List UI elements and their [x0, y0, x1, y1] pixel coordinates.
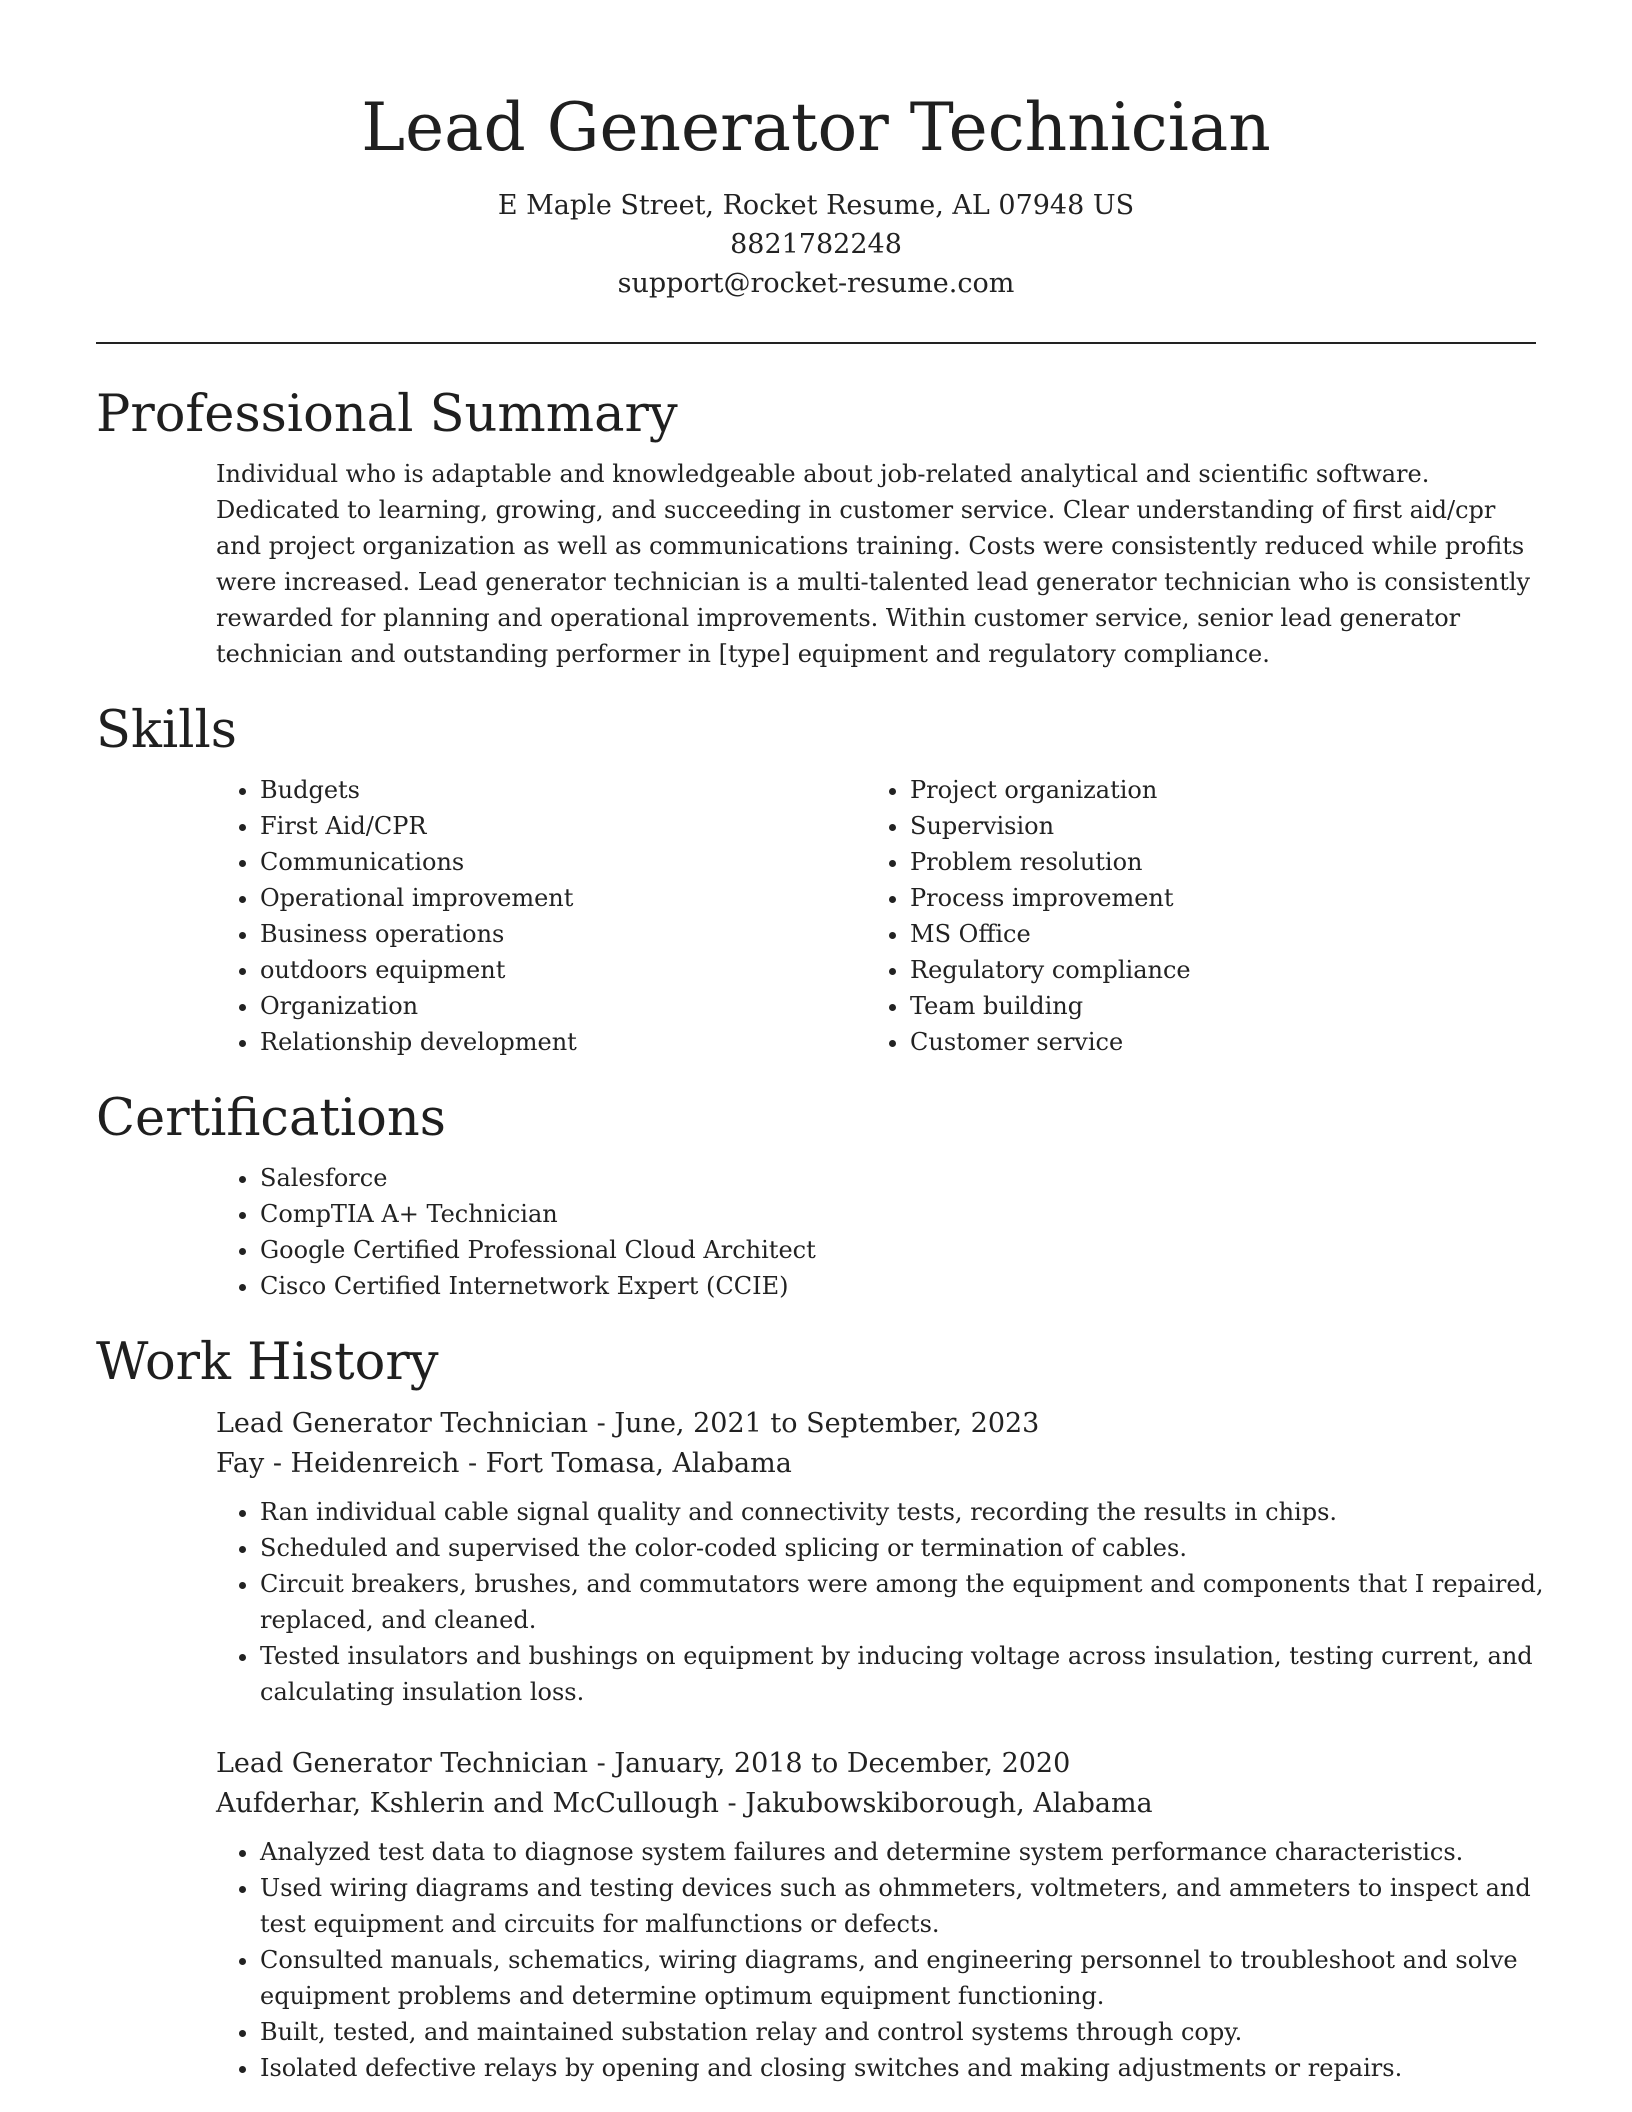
list-item: • Operational improvement [260, 880, 866, 916]
list-item: • Problem resolution [910, 844, 1516, 880]
job-company: Fay - Heidenreich [216, 1448, 460, 1479]
list-item: • Relationship development [260, 1024, 866, 1060]
skills-list-right [866, 772, 1516, 1060]
list-item: • Communications [260, 844, 866, 880]
summary-section [96, 378, 1536, 672]
section-title-work-history: Work History [96, 1333, 439, 1392]
job-entry [216, 1744, 1536, 2086]
list-item: • Organization [260, 988, 866, 1024]
list-item: • outdoors equipment [260, 952, 866, 988]
skills-section [96, 694, 1536, 1060]
list-item: • Ran individual cable signal quality and connectivity tests, recording the results in chips. [260, 1494, 1550, 1530]
list-item: • Regulatory compliance [910, 952, 1516, 988]
candidate-name: Lead Generator Technician [361, 89, 1271, 166]
list-item: • Process improvement [910, 880, 1516, 916]
job-entry [216, 1404, 1544, 1710]
phone: 8821782248 [730, 229, 902, 260]
list-item: • Isolated defective relays by opening and closing switches and making adjustments or repairs. [260, 2050, 1550, 2086]
section-title-summary: Professional Summary [96, 385, 678, 444]
list-item: • First Aid/CPR [260, 808, 866, 844]
job-location: - Fort Tomasa, Alabama [459, 1448, 792, 1479]
job-dates: - June, 2021 to September, 2023 [588, 1408, 1040, 1439]
skills-column-right [866, 772, 1516, 1060]
list-item: • MS Office [910, 916, 1516, 952]
list-item: • Used wiring diagrams and testing devices such as ohmmeters, voltmeters, and ammeters to inspect and test equipment and circuits for malfunctions or defects. [260, 1870, 1550, 1942]
certifications-section [96, 1082, 1536, 1304]
list-item: • Supervision [910, 808, 1516, 844]
job-company-line [216, 1444, 1536, 1484]
certifications-list [216, 1160, 1536, 1304]
list-item: • Circuit breakers, brushes, and commutators were among the equipment and components that I repaired, replaced, and cleaned. [260, 1566, 1550, 1638]
job-title-line [216, 1404, 1536, 1444]
resume-body [96, 378, 1544, 2086]
list-item: • Scheduled and supervised the color-coded splicing or termination of cables. [260, 1530, 1550, 1566]
list-item: • Team building [910, 988, 1516, 1024]
address: E Maple Street, Rocket Resume, AL 07948 US [497, 190, 1135, 221]
job-title-line [216, 1744, 1536, 1784]
list-item: • Analyzed test data to diagnose system failures and determine system performance characteristics. [260, 1834, 1550, 1870]
job-bullets [216, 1834, 1550, 2086]
email: support@rocket-resume.com [617, 268, 1015, 299]
list-item: • Tested insulators and bushings on equipment by inducing voltage across insulation, testing current, and calculating insulation loss. [260, 1638, 1550, 1710]
list-item: • Built, tested, and maintained substation relay and control systems through copy. [260, 2014, 1550, 2050]
job-role: Lead Generator Technician [216, 1408, 589, 1439]
resume-header [0, 0, 1632, 303]
list-item: • Budgets [260, 772, 866, 808]
work-history-section [96, 1326, 1544, 2086]
list-item: • Customer service [910, 1024, 1516, 1060]
list-item: • Salesforce [260, 1160, 1536, 1196]
list-item: • Cisco Certified Internetwork Expert (CCIE) [260, 1268, 1536, 1304]
header-divider [96, 342, 1536, 344]
job-company: Aufderhar, Kshlerin and McCullough [216, 1788, 719, 1819]
job-bullets [216, 1494, 1550, 1710]
skills-column-left [216, 772, 866, 1060]
job-dates: - January, 2018 to December, 2020 [588, 1748, 1071, 1779]
section-title-skills: Skills [96, 701, 237, 760]
list-item: • Business operations [260, 916, 866, 952]
job-location: - Jakubowskiborough, Alabama [718, 1788, 1153, 1819]
contact-info [0, 186, 1632, 303]
summary-text: Individual who is adaptable and knowledgeable about job-related analytical and scientific software. Dedicated to learning, growing, and succeeding in customer service. Clear understanding of first aid/cpr and project organization as well as communications training. Costs were consistently reduced while profits were increased. Lead generator technician is a multi-talented lead generator technician who is consistently rewarded for planning and operational improvements. Within customer service, senior lead generator technician and outstanding performer in [type] equipment and regulatory compliance. [216, 460, 1531, 668]
list-item: • CompTIA A+ Technician [260, 1196, 1536, 1232]
section-title-certifications: Certifications [96, 1089, 446, 1148]
skills-columns [216, 772, 1536, 1060]
list-item: • Project organization [910, 772, 1516, 808]
job-company-line [216, 1784, 1536, 1824]
skills-list-left [216, 772, 866, 1060]
job-role: Lead Generator Technician [216, 1748, 589, 1779]
list-item: • Google Certified Professional Cloud Architect [260, 1232, 1536, 1268]
list-item: • Consulted manuals, schematics, wiring diagrams, and engineering personnel to troubleshoot and solve equipment problems and determine optimum equipment functioning. [260, 1942, 1550, 2014]
